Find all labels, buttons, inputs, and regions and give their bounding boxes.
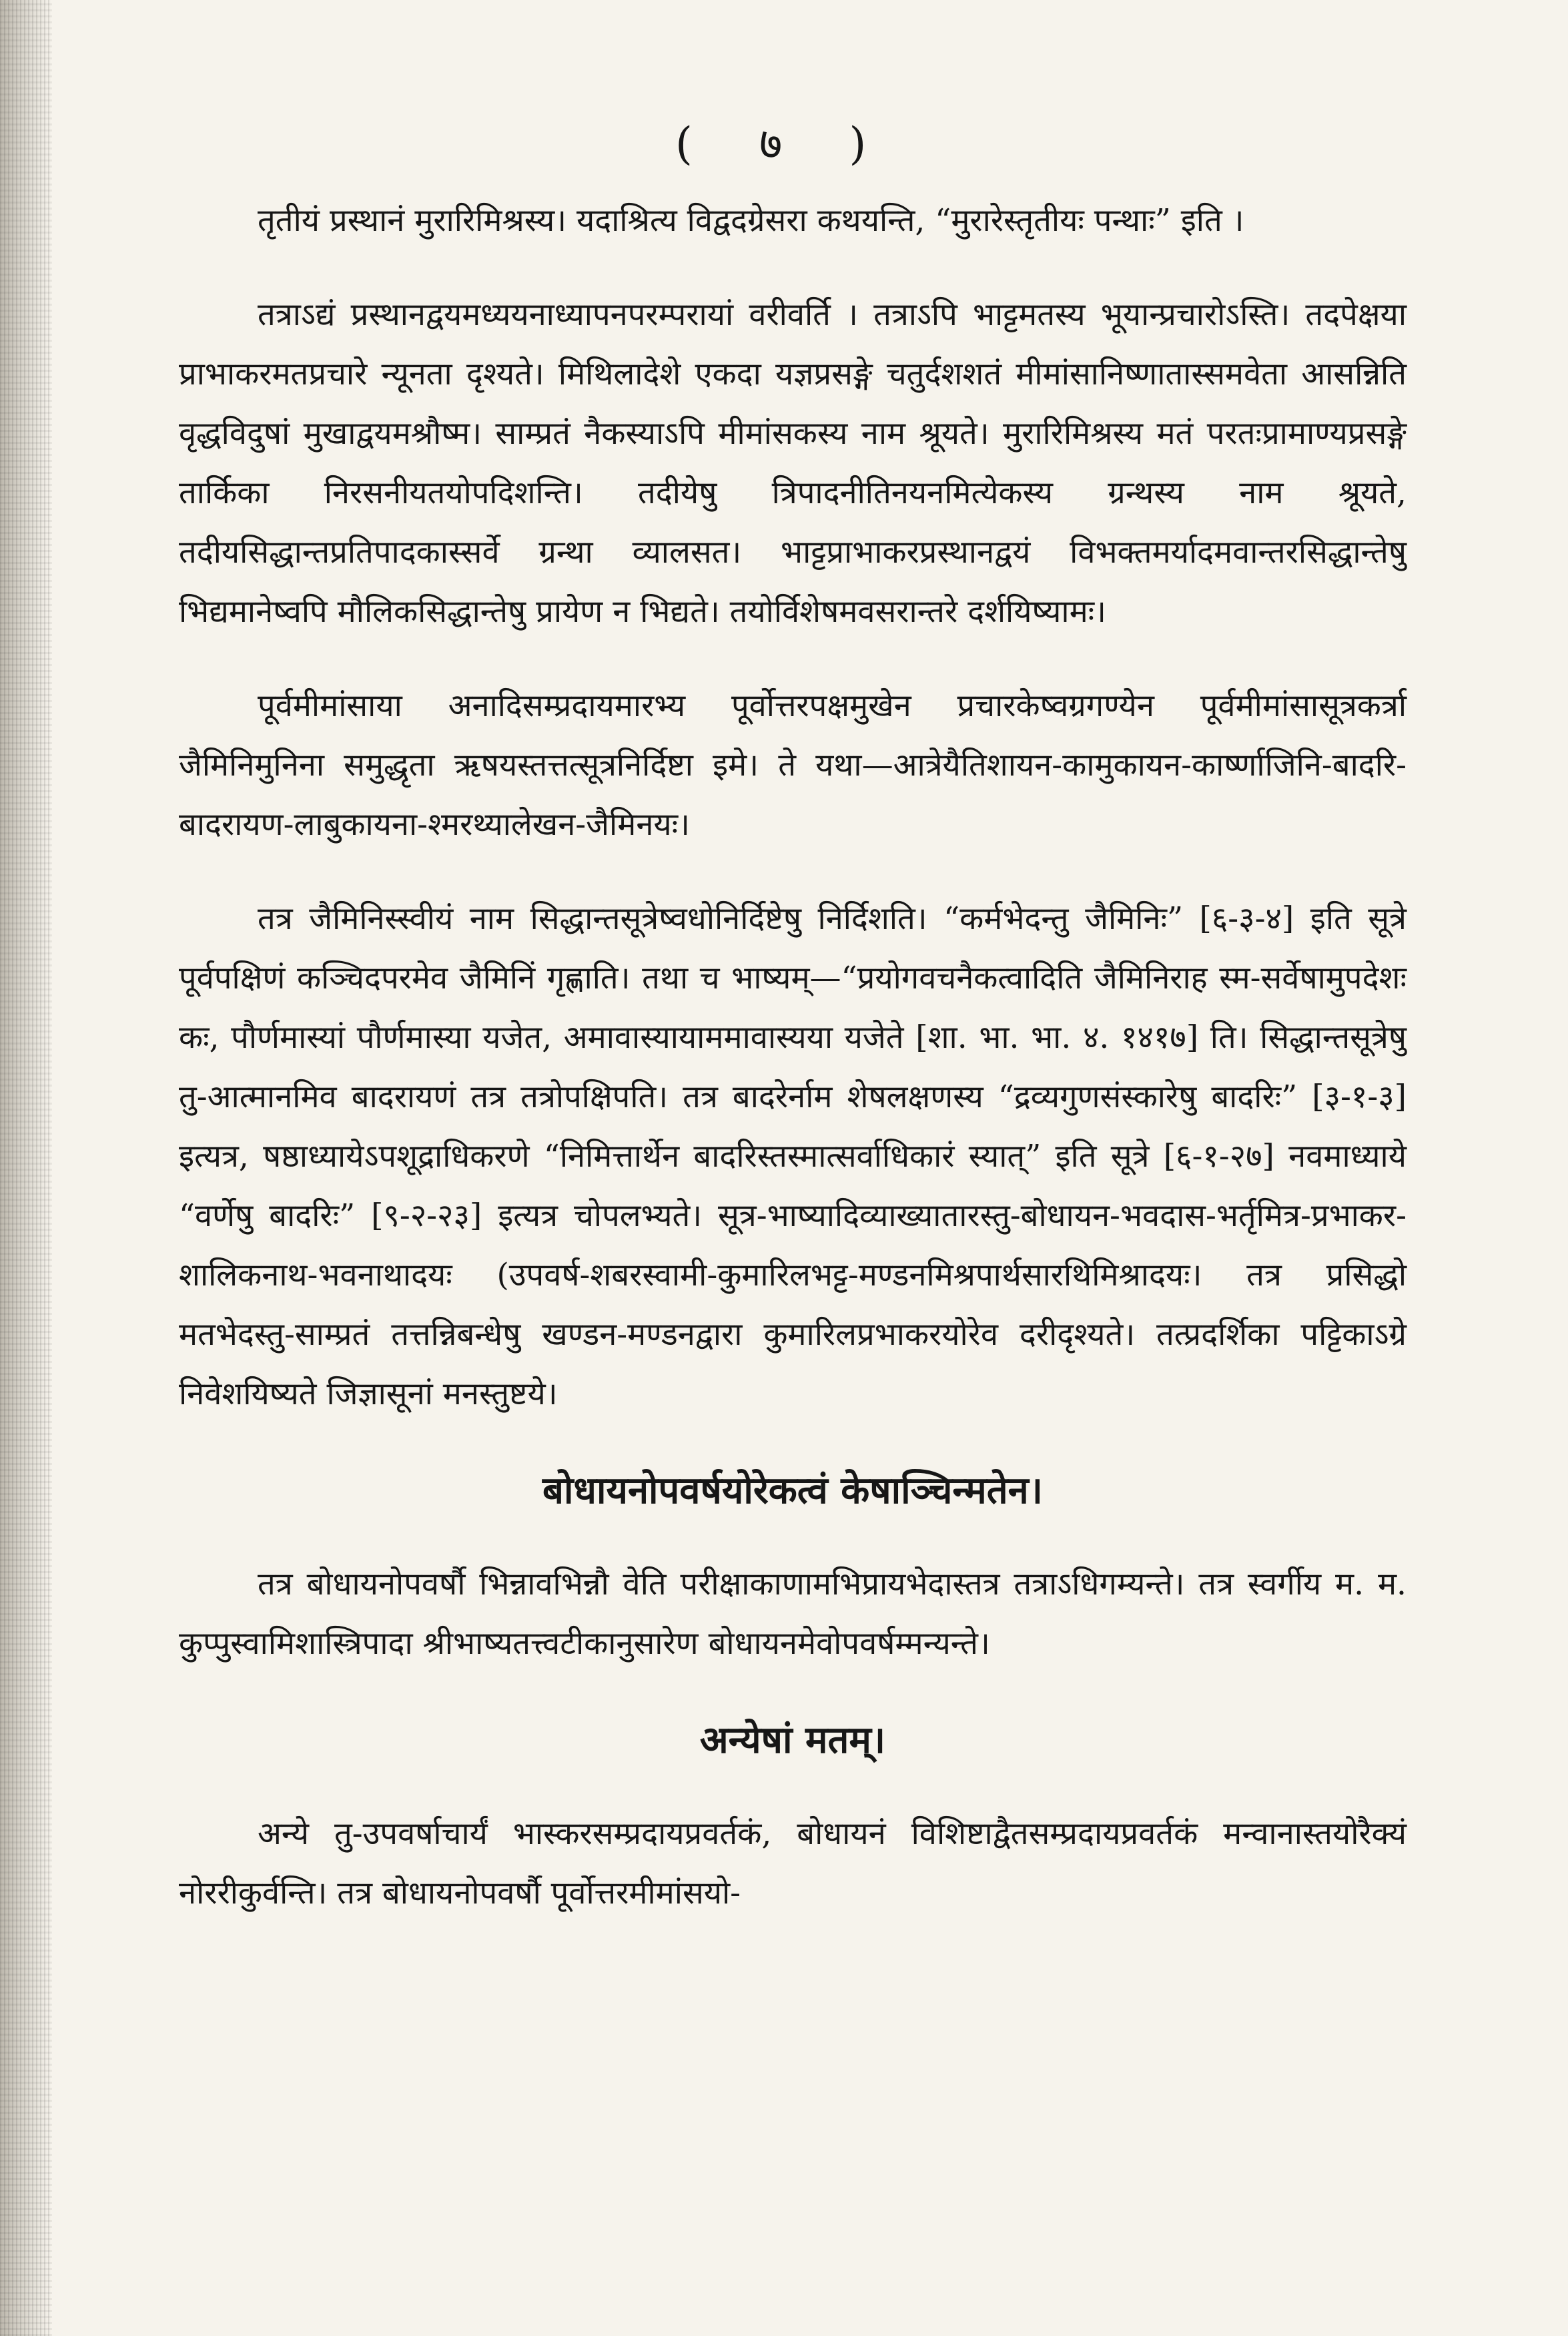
paragraph-sages-list: पूर्वमीमांसाया अनादिसम्प्रदायमारभ्य पूर्वोत्तरपक्षमुखेन प्रचारकेष्वग्रगण्येन पूर्वमीमांसासूत्रकर्त्रा जैमिनिमुनिना समुद्धृता ऋषयस्तत्तत्सूत्रनिर्दिष्टा इमे। ते यथा—आत्रेयैतिशायन-कामुकायन-कार्ष्णाजिनि-बादरि-बादरायण-लाबुकायना-श्मरथ्यालेखन-जैमिनयः। [179,687,1407,843]
page-number: ( ७ ) [675,118,893,170]
paragraph-jaimini-sutras: तत्र जैमिनिस्स्वीयं नाम सिद्धान्तसूत्रेष्वधोनिर्दिष्टेषु निर्दिशति। “कर्मभेदन्तु जैमिनिः” [६-३-४] इति सूत्रे पूर्वपक्षिणं कञ्चिदपरमेव जैमिनिं गृह्णाति। तथा च भाष्यम्—“प्रयोगवचनैकत्वादिति जैमिनिराह स्म-सर्वेषामुपदेशः कः, पौर्णमास्यां पौर्णमास्या यजेत, अमावास्यायाममावास्यया यजेते [शा. भा. भा. ४. १४१७] ति। सिद्धान्तसूत्रेषु तु-आत्मानमिव बादरायणं तत्र तत्रोपक्षिपति। तत्र बादरेर्नाम शेषलक्षणस्य “द्रव्यगुणसंस्कारेषु बादरिः” [३-१-३] इत्यत्र, षष्ठाध्यायेऽपशूद्राधिकरणे “निमित्तार्थेन बादरिस्तस्मात्सर्वाधिकारं स्यात्” इति सूत्रे [६-१-२७] नवमाध्याये “वर्णेषु बादरिः” [९-२-२३] इत्यत्र चोपलभ्यते। सूत्र-भाष्यादिव्याख्यातारस्तु-बोधायन-भवदास-भर्तृमित्र-प्रभाकर-शालिकनाथ-भवनाथादयः (उपवर्ष-शबरस्वामी-कुमारिलभट्ट-मण्डनमिश्रपार्थसारथिमिश्रादयः। तत्र प्रसिद्धो मतभेदस्तु-साम्प्रतं तत्तन्निबन्धेषु खण्डन-मण्डनद्वारा कुमारिलप्रभाकरयोरेव दरीदृश्यते। तत्प्रदर्शिका पट्टिकाऽग्रे निवेशयिष्यते जिज्ञासूनां मनस्तुष्टये। [179,900,1407,1412]
section-heading-bodhayana: बोधायनोपवर्षयोरेकत्वं केषाञ्चिन्मतेन। [542,1468,1043,1512]
paragraph-others-view: अन्ये तु-उपवर्षाचार्यं भास्करसम्प्रदायप्रवर्तकं, बोधायनं विशिष्टाद्वैतसम्प्रदायप्रवर्तकं मन्वानास्तयोरैक्यं नोररीकुर्वन्ति। तत्र बोधायनोपवर्षौ पूर्वोत्तरमीमांसयो- [179,1815,1407,1912]
section-heading-others-view: अन्येषां मतम्। [699,1718,886,1762]
paragraph-bodhayana-upavarsha: तत्र बोधायनोपवर्षौ भिन्नावभिन्नौ वेति परीक्षाकाणामभिप्रायभेदास्तत्र तत्राऽधिगम्यन्ते। तत्र स्वर्गीय म. म. कुप्पुस्वामिशास्त्रिपादा श्रीभाष्यतत्त्वटीकानुसारेण बोधायनमेवोपवर्षम्मन्यन्ते। [179,1566,1407,1662]
paragraph-third-school: तृतीयं प्रस्थानं मुरारिमिश्रस्य। यदाश्रित्य विद्वदग्रेसरा कथयन्ति, “मुरारेस्तृतीयः पन्थाः” इति । [258,202,1244,239]
paragraph-two-schools: तत्राऽद्यं प्रस्थानद्वयमध्ययनाध्यापनपरम्परायां वरीवर्ति । तत्राऽपि भाट्टमतस्य भूयान्प्रचारोऽस्ति। तदपेक्षया प्राभाकरमतप्रचारे न्यूनता दृश्यते। मिथिलादेशे एकदा यज्ञप्रसङ्गे चतुर्दशशतं मीमांसानिष्णातास्समवेता आसन्निति वृद्धविदुषां मुखाद्वयमश्रौष्म। साम्प्रतं नैकस्याऽपि मीमांसकस्य नाम श्रूयते। मुरारिमिश्रस्य मतं परतःप्रामाण्यप्रसङ्गे तार्किका निरसनीयतयोपदिशन्ति। तदीयेषु त्रिपादनीतिनयनमित्येकस्य ग्रन्थस्य नाम श्रूयते, तदीयसिद्धान्तप्रतिपादकास्सर्वे ग्रन्था व्यालसत। भाट्टप्राभाकरप्रस्थानद्वयं विभक्तमर्यादमवान्तरसिद्धान्तेषु भिद्यमानेष्वपि मौलिकसिद्धान्तेषु प्रायेण न भिद्यते। तयोर्विशेषमवसरान्तरे दर्शयिष्यामः। [179,296,1407,630]
page-body [179,191,1407,1958]
scan-edge [0,0,52,2336]
